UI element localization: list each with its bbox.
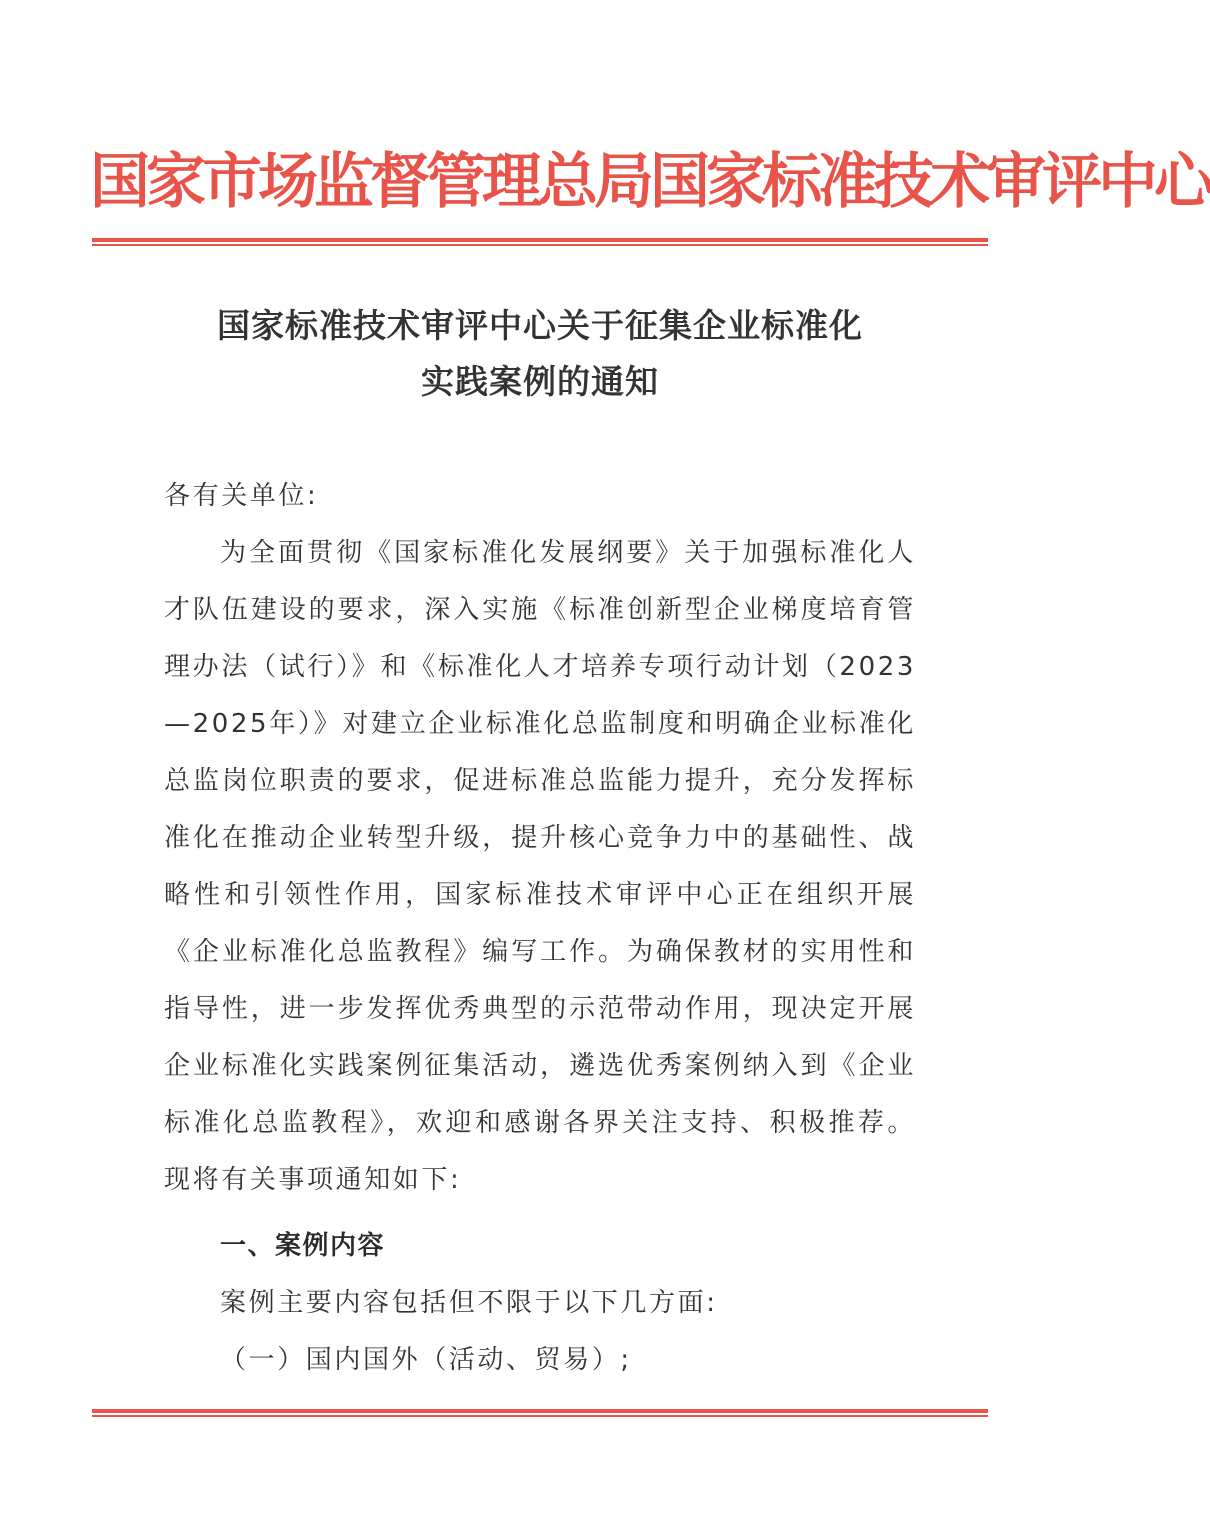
body-paragraph: 为全面贯彻《国家标准化发展纲要》关于加强标准化人才队伍建设的要求，深入实施《标准创新型企业梯度培育管理办法（试行）》和《标准化人才培养专项行动计划（2023—2025年）》对建立企业标准化总监制度和明确企业标准化总监岗位职责的要求，促进标准总监能力提升，充分发挥标准化在推动企业转型升级，提升核心竞争力中的基础性、战略性和引领性作用，国家标准技术审评中心正在组织开展《企业标准化总监教程》编写工作。为确保教材的实用性和指导性，进一步发挥优秀典型的示范带动作用，现决定开展企业标准化实践案例征集活动，遴选优秀案例纳入到《企业标准化总监教程》，欢迎和感谢各界关注支持、积极推荐。现将有关事项通知如下: [164, 538, 916, 1195]
letterhead-rule-thick [92, 238, 988, 242]
document-title-line2: 实践案例的通知 [421, 362, 659, 401]
section-heading-1: 一、案例内容 [220, 1231, 386, 1261]
section-item-1: （一）国内国外（活动、贸易）; [220, 1345, 632, 1375]
letterhead-rule-thin [92, 244, 988, 246]
section-intro: 案例主要内容包括但不限于以下几方面: [220, 1288, 718, 1318]
footer-rule-thin [92, 1415, 988, 1417]
letterhead-org-name: 国家市场监督管理总局国家标准技术审评中心 [90, 147, 1210, 217]
document-title-line1: 国家标准技术审评中心关于征集企业标准化 [217, 306, 863, 345]
salutation: 各有关单位: [164, 481, 319, 511]
footer-rule-thick [92, 1409, 988, 1413]
